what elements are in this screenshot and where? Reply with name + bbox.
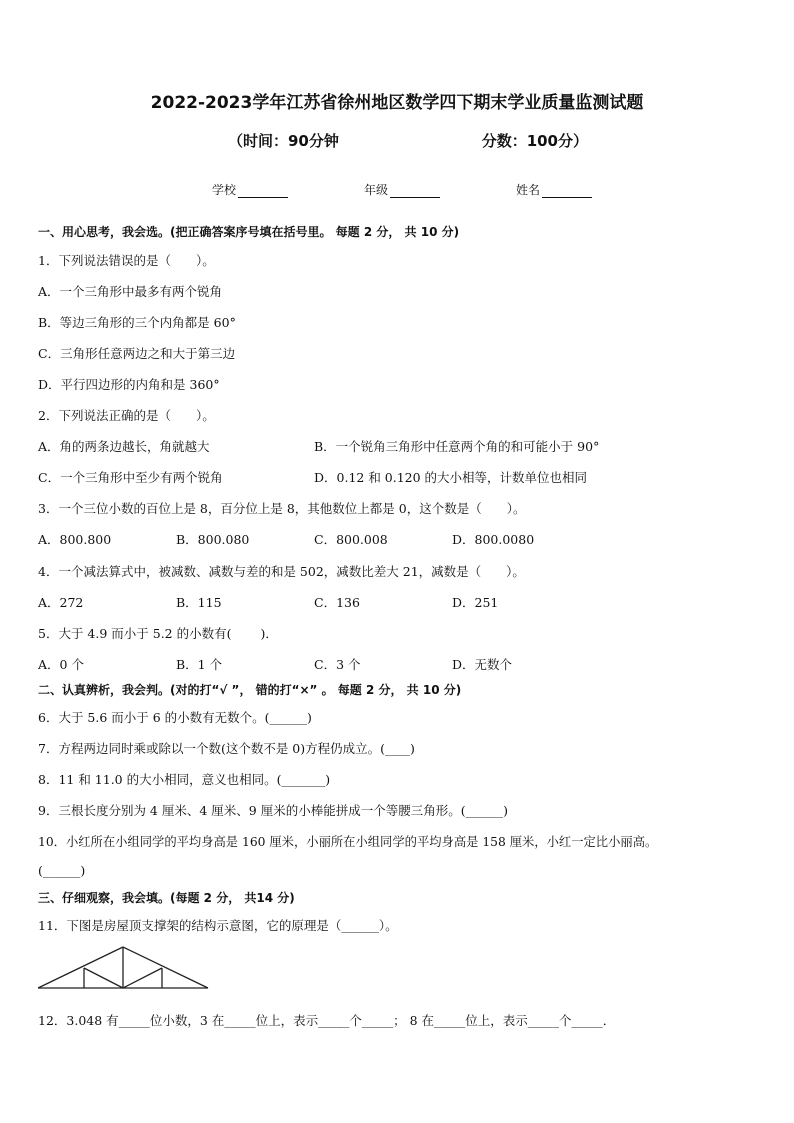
question-1-option-a[interactable]: A．一个三角形中最多有两个锐角 [38,284,223,299]
question-9[interactable]: 9．三根长度分别为 4 厘米、4 厘米、9 厘米的小棒能拼成一个等腰三角形。(______) [38,803,508,818]
total-score: 分数：100分） [481,132,588,150]
question-4-option-b[interactable]: B．115 [176,595,222,610]
grade-field[interactable] [364,181,440,198]
section-3-heading: 三、仔细观察，我会填。(每题 2 分， 共14 分) [38,891,295,905]
name-field[interactable] [516,181,592,198]
section-2-heading: 二、认真辨析，我会判。(对的打“√ ”， 错的打“×” 。 每题 2 分， 共 10 分) [38,683,462,697]
question-4-option-c[interactable]: C．136 [314,595,360,610]
question-12[interactable]: 12．3.048 有_____位小数，3 在_____位上，表示_____个_____； 8 在_____位上，表示_____个_____． [38,1013,616,1028]
question-2-option-c[interactable]: C．一个三角形中至少有两个锐角 [38,470,223,485]
question-5-option-b[interactable]: B．1 个 [176,657,223,672]
page-title: 2022-2023学年江苏省徐州地区数学四下期末学业质量监测试题 [150,93,644,113]
question-2-stem: 2．下列说法正确的是（ ）。 [38,408,215,423]
question-3-option-c[interactable]: C．800.008 [314,532,388,547]
question-5-option-a[interactable]: A．0 个 [38,657,84,672]
truss-left-brace [84,968,123,988]
section-1-heading: 一、用心思考，我会选。(把正确答案序号填在括号里。 每题 2 分， 共 10 分) [38,225,460,239]
question-3-option-a[interactable]: A．800.800 [38,532,112,547]
question-2-option-b[interactable]: B．一个锐角三角形中任意两个角的和可能小于 90° [314,439,600,454]
school-label: 学校 [212,183,237,197]
question-2-option-d[interactable]: D．0.12 和 0.120 的大小相等，计数单位也相同 [314,470,588,485]
question-1-option-c[interactable]: C．三角形任意两边之和大于第三边 [38,346,236,361]
question-3-stem: 3．一个三位小数的百位上是 8，百分位上是 8，其他数位上都是 0，这个数是（ ）。 [38,501,526,516]
question-1-option-d[interactable]: D．平行四边形的内角和是 360° [38,377,220,392]
school-field[interactable] [212,181,288,198]
question-5-stem: 5．大于 4.9 而小于 5.2 的小数有( )． [38,626,278,641]
question-1-option-b[interactable]: B．等边三角形的三个内角都是 60° [38,315,236,330]
time-limit: （时间：90分钟 [228,132,339,150]
question-6[interactable]: 6．大于 5.6 而小于 6 的小数有无数个。(______) [38,710,312,725]
student-info [212,181,592,198]
question-3-option-b[interactable]: B．800.080 [176,532,250,547]
roof-truss-diagram [36,944,212,992]
question-1-stem: 1．下列说法错误的是（ ）。 [38,253,215,268]
question-11[interactable]: 11．下图是房屋顶支撑架的结构示意图，它的原理是（______）。 [38,918,398,933]
question-2-option-a[interactable]: A．角的两条边越长，角就越大 [38,439,210,454]
question-5-option-d[interactable]: D．无数个 [452,657,513,672]
question-5-option-c[interactable]: C．3 个 [314,657,361,672]
question-4-option-d[interactable]: D．251 [452,595,499,610]
question-4-option-a[interactable]: A．272 [38,595,84,610]
question-8[interactable]: 8．11 和 11.0 的大小相同，意义也相同。(_______) [38,772,331,787]
question-10-answer-blank[interactable]: (______) [38,863,86,878]
question-10-stem: 10．小红所在小组同学的平均身高是 160 厘米，小丽所在小组同学的平均身高是 158 厘米，小红一定比小丽高。 [38,835,658,849]
name-label: 姓名 [515,183,540,197]
grade-label: 年级 [363,183,388,197]
question-4-stem: 4．一个减法算式中，被减数、减数与差的和是 502，减数比差大 21，减数是（ ）。 [38,564,525,579]
truss-right-brace [123,968,162,988]
exam-subtitle [228,130,588,151]
question-7[interactable]: 7．方程两边同时乘或除以一个数(这个数不是 0)方程仍成立。(____) [38,741,415,756]
question-3-option-d[interactable]: D．800.0080 [452,532,535,547]
